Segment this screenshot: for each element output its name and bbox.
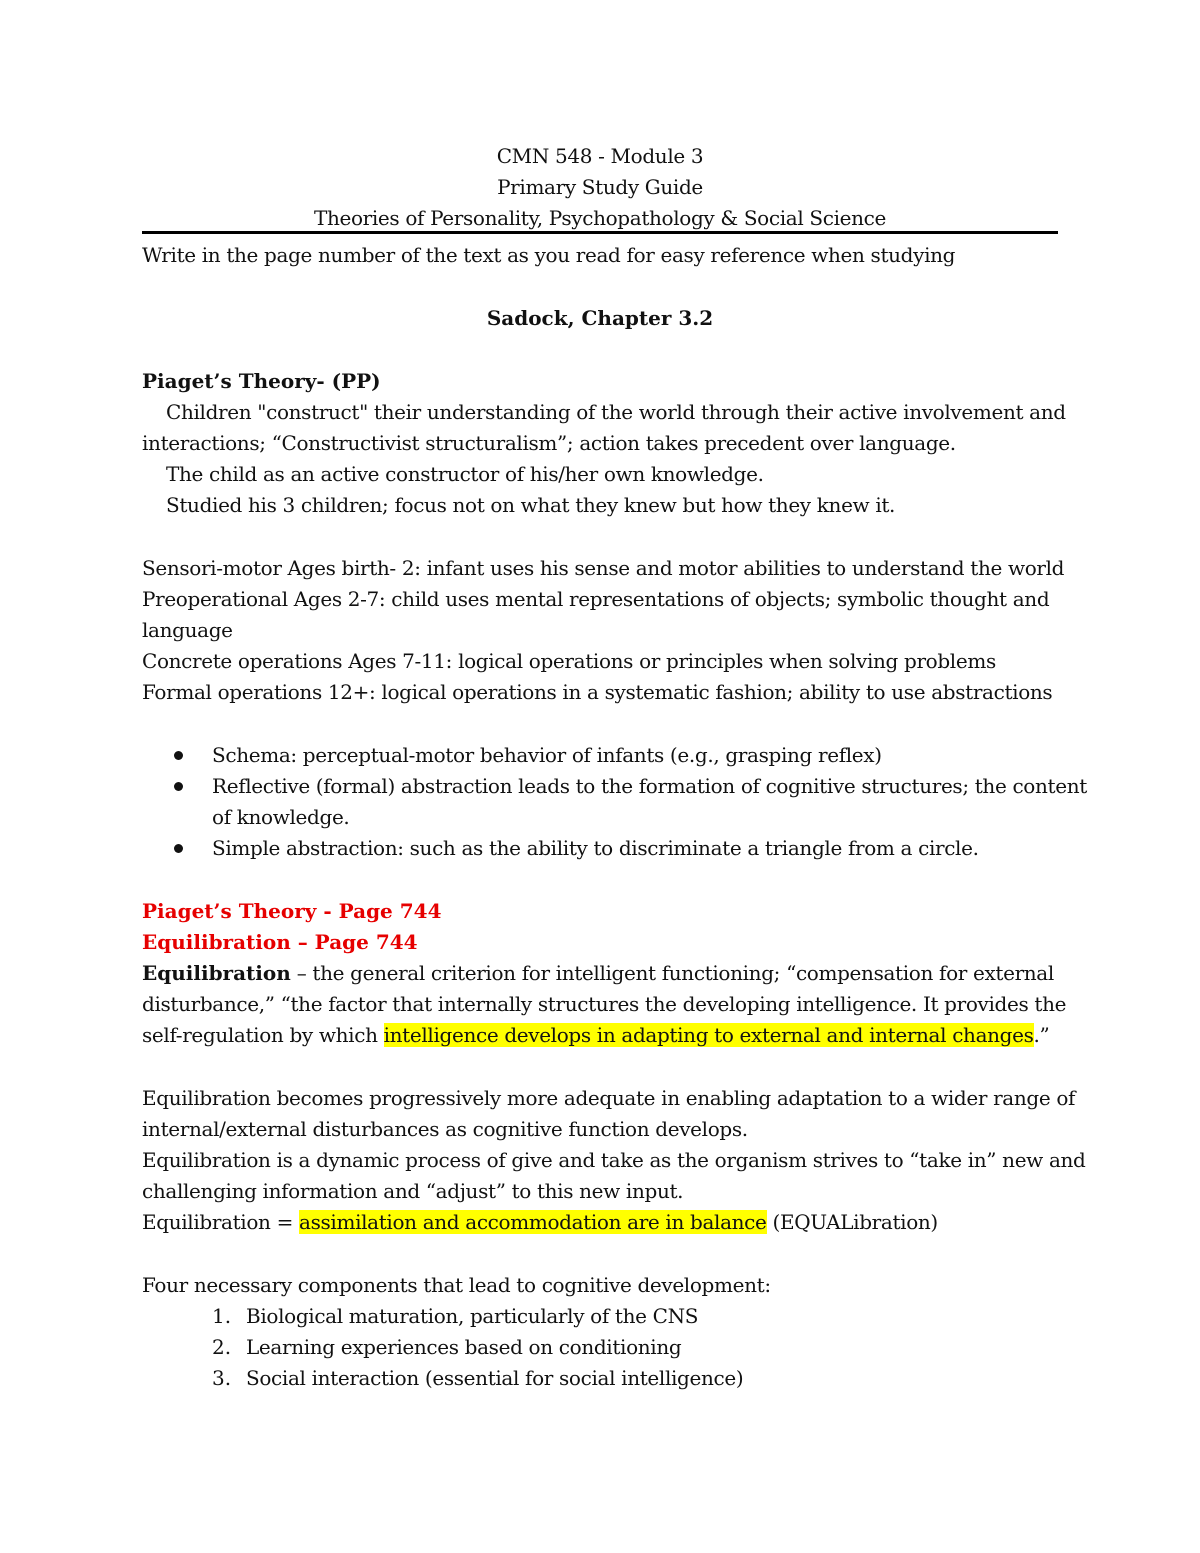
highlight-intelligence: intelligence develops in adapting to external and internal changes: [383, 1023, 1034, 1047]
bullet-dot-icon: [174, 782, 183, 791]
highlight-balance: assimilation and accommodation are in balance: [299, 1210, 767, 1234]
bullet-schema: Schema: perceptual-motor behavior of infants (e.g., grasping reflex): [212, 743, 882, 767]
red-heading-piaget: Piaget’s Theory - Page 744: [142, 899, 442, 923]
bullet-simple-abstraction: Simple abstraction: such as the ability to discriminate a triangle from a circle.: [212, 836, 979, 860]
header-rule: [142, 231, 1058, 234]
list-item: Biological maturation, particularly of the CNS: [246, 1304, 699, 1328]
list-item: Social interaction (essential for social intelligence): [246, 1366, 744, 1390]
equilibration-para2-2: challenging information and “adjust” to this new input.: [142, 1179, 684, 1203]
stage-preoperational-2: language: [142, 618, 233, 642]
bullet-dot-icon: [174, 844, 183, 853]
stage-sensorimotor: Sensori-motor Ages birth- 2: infant uses his sense and motor abilities to understand the world: [142, 556, 1065, 580]
piaget-line-2: interactions; “Constructivist structuralism”; action takes precedent over language.: [142, 431, 956, 455]
equilibration-term: Equilibration: [142, 961, 291, 985]
piaget-line-1: Children "construct" their understanding of the world through their active involvement and: [166, 400, 1066, 424]
list-item: Learning experiences based on conditioning: [246, 1335, 682, 1359]
equilibration-def-3: self-regulation by which intelligence develops in adapting to external and internal changes.”: [142, 1023, 1050, 1047]
components-intro: Four necessary components that lead to cognitive development:: [142, 1273, 771, 1297]
piaget-heading: Piaget’s Theory- (PP): [142, 369, 381, 393]
red-heading-equilibration: Equilibration – Page 744: [142, 930, 418, 954]
equilibration-def-2: disturbance,” “the factor that internally structures the developing intelligence. It provides the: [142, 992, 1067, 1016]
course-title: CMN 548 - Module 3: [496, 144, 704, 168]
piaget-line-4: Studied his 3 children; focus not on what they knew but how they knew it.: [166, 493, 896, 517]
piaget-line-3: The child as an active constructor of his/her own knowledge.: [166, 462, 764, 486]
equilibration-def-1: Equilibration – the general criterion for intelligent functioning; “compensation for external: [142, 961, 1054, 985]
theories-title: Theories of Personality, Psychopathology & Social Science: [313, 206, 887, 230]
equilibration-para2-1: Equilibration is a dynamic process of give and take as the organism strives to “take in” new and: [142, 1148, 1086, 1172]
list-item-number: 2.: [212, 1335, 232, 1359]
instruction-text: Write in the page number of the text as you read for easy reference when studying: [142, 243, 956, 267]
list-item-number: 3.: [212, 1366, 232, 1390]
bullet-reflective-2: of knowledge.: [212, 805, 350, 829]
chapter-heading: Sadock, Chapter 3.2: [486, 306, 714, 330]
stage-concrete: Concrete operations Ages 7-11: logical operations or principles when solving problems: [142, 649, 996, 673]
stage-formal: Formal operations 12+: logical operations in a systematic fashion; ability to use abstractions: [142, 680, 1053, 704]
bullet-dot-icon: [174, 751, 183, 760]
equilibration-para1-2: internal/external disturbances as cognitive function develops.: [142, 1117, 748, 1141]
equilibration-equation: Equilibration = assimilation and accommodation are in balance (EQUALibration): [142, 1210, 938, 1234]
bullet-reflective-1: Reflective (formal) abstraction leads to the formation of cognitive structures; the content: [212, 774, 1087, 798]
equilibration-para1-1: Equilibration becomes progressively more adequate in enabling adaptation to a wider range of: [142, 1086, 1076, 1110]
stage-preoperational-1: Preoperational Ages 2-7: child uses mental representations of objects; symbolic thought and: [142, 587, 1050, 611]
list-item-number: 1.: [212, 1304, 232, 1328]
guide-title: Primary Study Guide: [497, 175, 703, 199]
